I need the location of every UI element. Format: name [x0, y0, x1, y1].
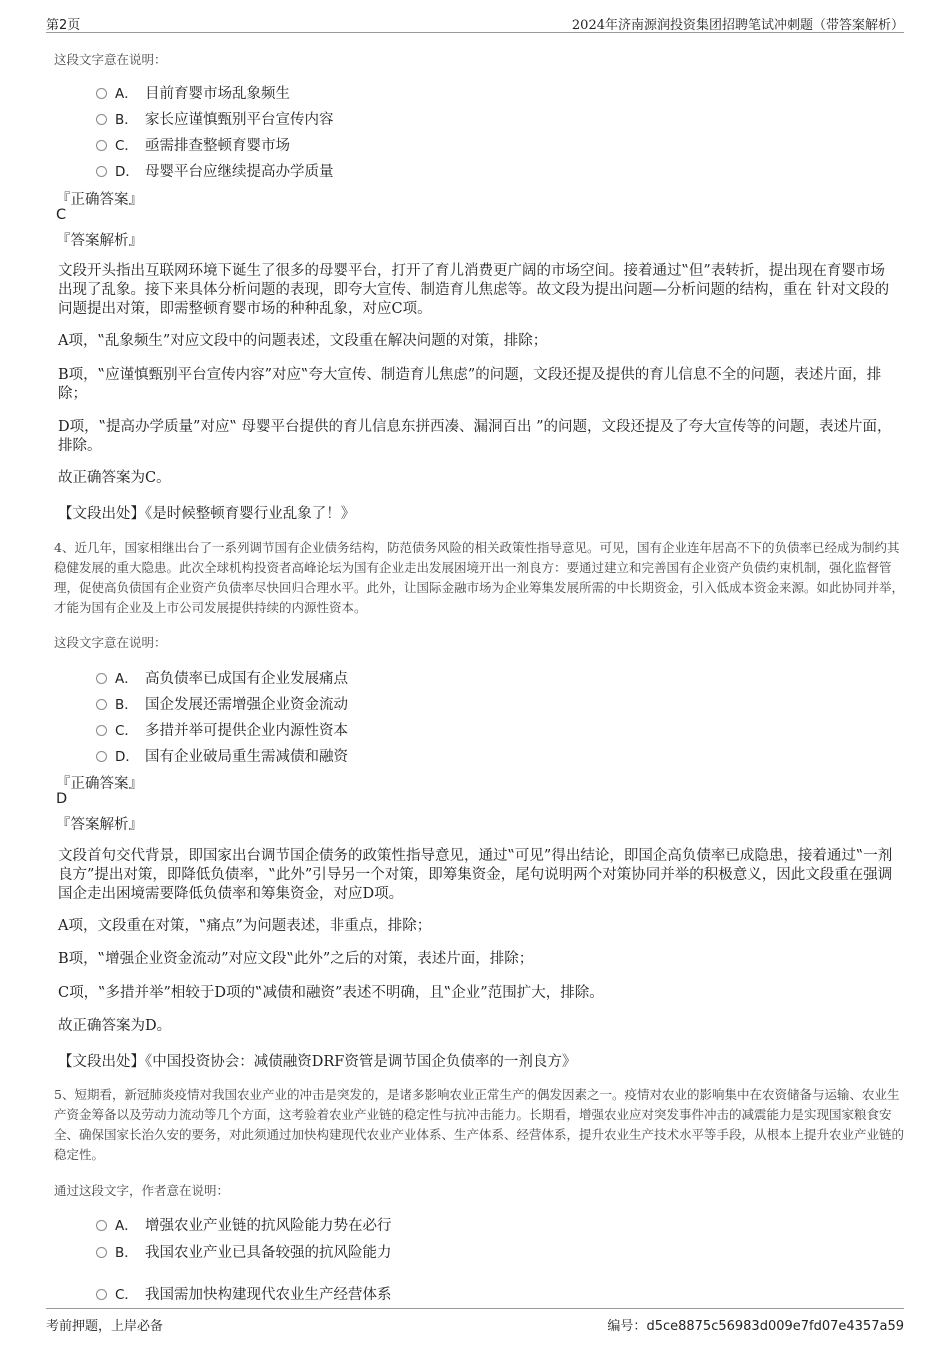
- q4-analysis-a: A项，文段重在对策，‟痛点”为问题表述，非重点，排除；: [58, 918, 432, 934]
- radio-icon[interactable]: [96, 699, 107, 710]
- q4-answer-label: 『正确答案』: [56, 776, 143, 792]
- radio-icon[interactable]: [96, 114, 107, 125]
- q5-stem: 5、短期看，新冠肺炎疫情对我国农业产业的冲击是突发的，是诸多影响农业正常生产的偶发因素之一。疫情对农业的影响集中在农资储备与运输、农业生产资金筹备以及劳动力流动等几个方面，这考验着农业产业链的稳定性与抗冲击能力。长期看，增强农业应对突发事件冲击的减震能力是实现国家粮食安全、确保国家长治久安的要务，对此须通过加快构建现代农业产业体系、生产体系、经营体系，提升农业生产技术水平等手段，从根本上提升农业产业链的稳定性。: [54, 1087, 905, 1162]
- radio-icon[interactable]: [96, 1289, 107, 1300]
- q3-option-c[interactable]: C． 亟需排查整顿育婴市场: [96, 134, 290, 155]
- q4-analysis-c: C项，‟多措并举”相较于D项的‟减债和融资”表述不明确，且‟企业”范围扩大，排除。: [58, 985, 604, 1001]
- q4-analysis-main: 文段首句交代背景，即国家出台调节国企债务的政策性指导意见，通过‟可见”得出结论，即国企高负债率已成隐患，接着通过‟一剂良方”提出对策，即降低负债率，‟此外”引导另一个对策，即筹集资金，尾句说明两个对策协同并举的积极意义，因此文段重在强调国企走出困境需要降低负债率和筹集资金，对应D项。: [58, 848, 893, 902]
- q4-option-c[interactable]: C． 多措并举可提供企业内源性资本: [96, 719, 348, 740]
- q5-option-a[interactable]: A． 增强农业产业链的抗风险能力势在必行: [96, 1214, 392, 1235]
- q3-analysis-label: 『答案解析』: [56, 233, 143, 249]
- radio-icon[interactable]: [96, 1220, 107, 1231]
- radio-icon[interactable]: [96, 166, 107, 177]
- code-label: 编号：: [607, 1319, 647, 1334]
- q5-option-c[interactable]: C． 我国需加快构建现代农业生产经营体系: [96, 1283, 392, 1304]
- footer-slogan: 考前押题，上岸必备: [46, 1319, 164, 1334]
- q3-option-d[interactable]: D． 母婴平台应继续提高办学质量: [96, 160, 334, 181]
- q4-analysis-b: B项，‟增强企业资金流动”对应文段‟此外”之后的对策，表述片面，排除；: [58, 951, 534, 967]
- q3-analysis-d: D项，‟提高办学质量”对应‟ 母婴平台提供的育儿信息东拼西凑、漏洞百出 ”的问题，文段还提及了夸大宣传等的问题，表述片面，排除。: [58, 419, 892, 454]
- q3-answer-label: 『正确答案』: [56, 192, 143, 208]
- q3-prompt: 这段文字意在说明：: [54, 52, 167, 67]
- radio-icon[interactable]: [96, 725, 107, 736]
- q5-prompt: 通过这段文字，作者意在说明：: [54, 1183, 230, 1198]
- q5-option-b[interactable]: B． 我国农业产业已具备较强的抗风险能力: [96, 1241, 392, 1262]
- document-title: 2024年济南源润投资集团招聘笔试冲刺题（带答案解析）: [571, 18, 904, 33]
- page-footer: [46, 1308, 904, 1339]
- q3-analysis-main: 文段开头指出互联网环境下诞生了很多的母婴平台，打开了育儿消费更广阔的市场空间。接着通过‟但”表转折，提出现在育婴市场出现了乱象。接下来具体分析问题的表现，即夸大宣传、制造育儿焦虑等。故文段为提出问题—分析问题的结构，重在 针对文段的问题提出对策，即需整顿育婴市场的种种乱象，对应C项。: [58, 263, 890, 317]
- radio-icon[interactable]: [96, 751, 107, 762]
- q4-option-d[interactable]: D． 国有企业破局重生需减债和融资: [96, 745, 348, 766]
- q4-stem: 4、近几年，国家相继出台了一系列调节国有企业债务结构，防范债务风险的相关政策性指导意见。可见，国有企业连年居高不下的负债率已经成为制约其稳健发展的重大隐患。此次全球机构投资者高峰论坛为国有企业走出发展困境开出一剂良方：要通过建立和完善国有企业资产负债约束机制，强化监督管理，促使高负债国有企业资产负债率尽快回归合理水平。此外，让国际金融市场为企业筹集发展所需的中长期资金，引入低成本资金来源。如此协同并举，才能为国有企业及上市公司发展提供持续的内源性资本。: [54, 540, 905, 615]
- q4-option-a[interactable]: A． 高负债率已成国有企业发展痛点: [96, 667, 348, 688]
- code-value: d5ce8875c56983d009e7fd07e4357a59: [646, 1319, 904, 1334]
- q3-source: 【文段出处】《是时候整顿育婴行业乱象了！》: [58, 506, 356, 522]
- q3-analysis-conclusion: 故正确答案为C。: [58, 470, 171, 486]
- radio-icon[interactable]: [96, 1247, 107, 1258]
- q3-analysis-a: A项，‟乱象频生”对应文段中的问题表述，文段重在解决问题的对策，排除；: [58, 333, 548, 349]
- q4-answer: D: [56, 791, 68, 807]
- q4-option-b[interactable]: B． 国企发展还需增强企业资金流动: [96, 693, 348, 714]
- radio-icon[interactable]: [96, 673, 107, 684]
- q4-analysis-conclusion: 故正确答案为D。: [58, 1018, 172, 1034]
- radio-icon[interactable]: [96, 140, 107, 151]
- page-header: [46, 12, 904, 33]
- radio-icon[interactable]: [96, 88, 107, 99]
- q4-prompt: 这段文字意在说明：: [54, 635, 167, 650]
- document-code: [607, 1315, 904, 1334]
- q3-option-b[interactable]: B． 家长应谨慎甄别平台宣传内容: [96, 108, 334, 129]
- page-number: 第2页: [46, 18, 81, 33]
- q3-option-a[interactable]: A． 目前育婴市场乱象频生: [96, 82, 290, 103]
- q3-answer: C: [56, 207, 67, 223]
- q3-analysis-b: B项，‟应谨慎甄别平台宣传内容”对应‟夸大宣传、制造育儿焦虑”的问题，文段还提及提供的育儿信息不全的问题，表述片面，排除；: [58, 367, 882, 402]
- q4-source: 【文段出处】《中国投资协会：减债融资DRF资管是调节国企负债率的一剂良方》: [58, 1054, 577, 1070]
- q4-analysis-label: 『答案解析』: [56, 817, 143, 833]
